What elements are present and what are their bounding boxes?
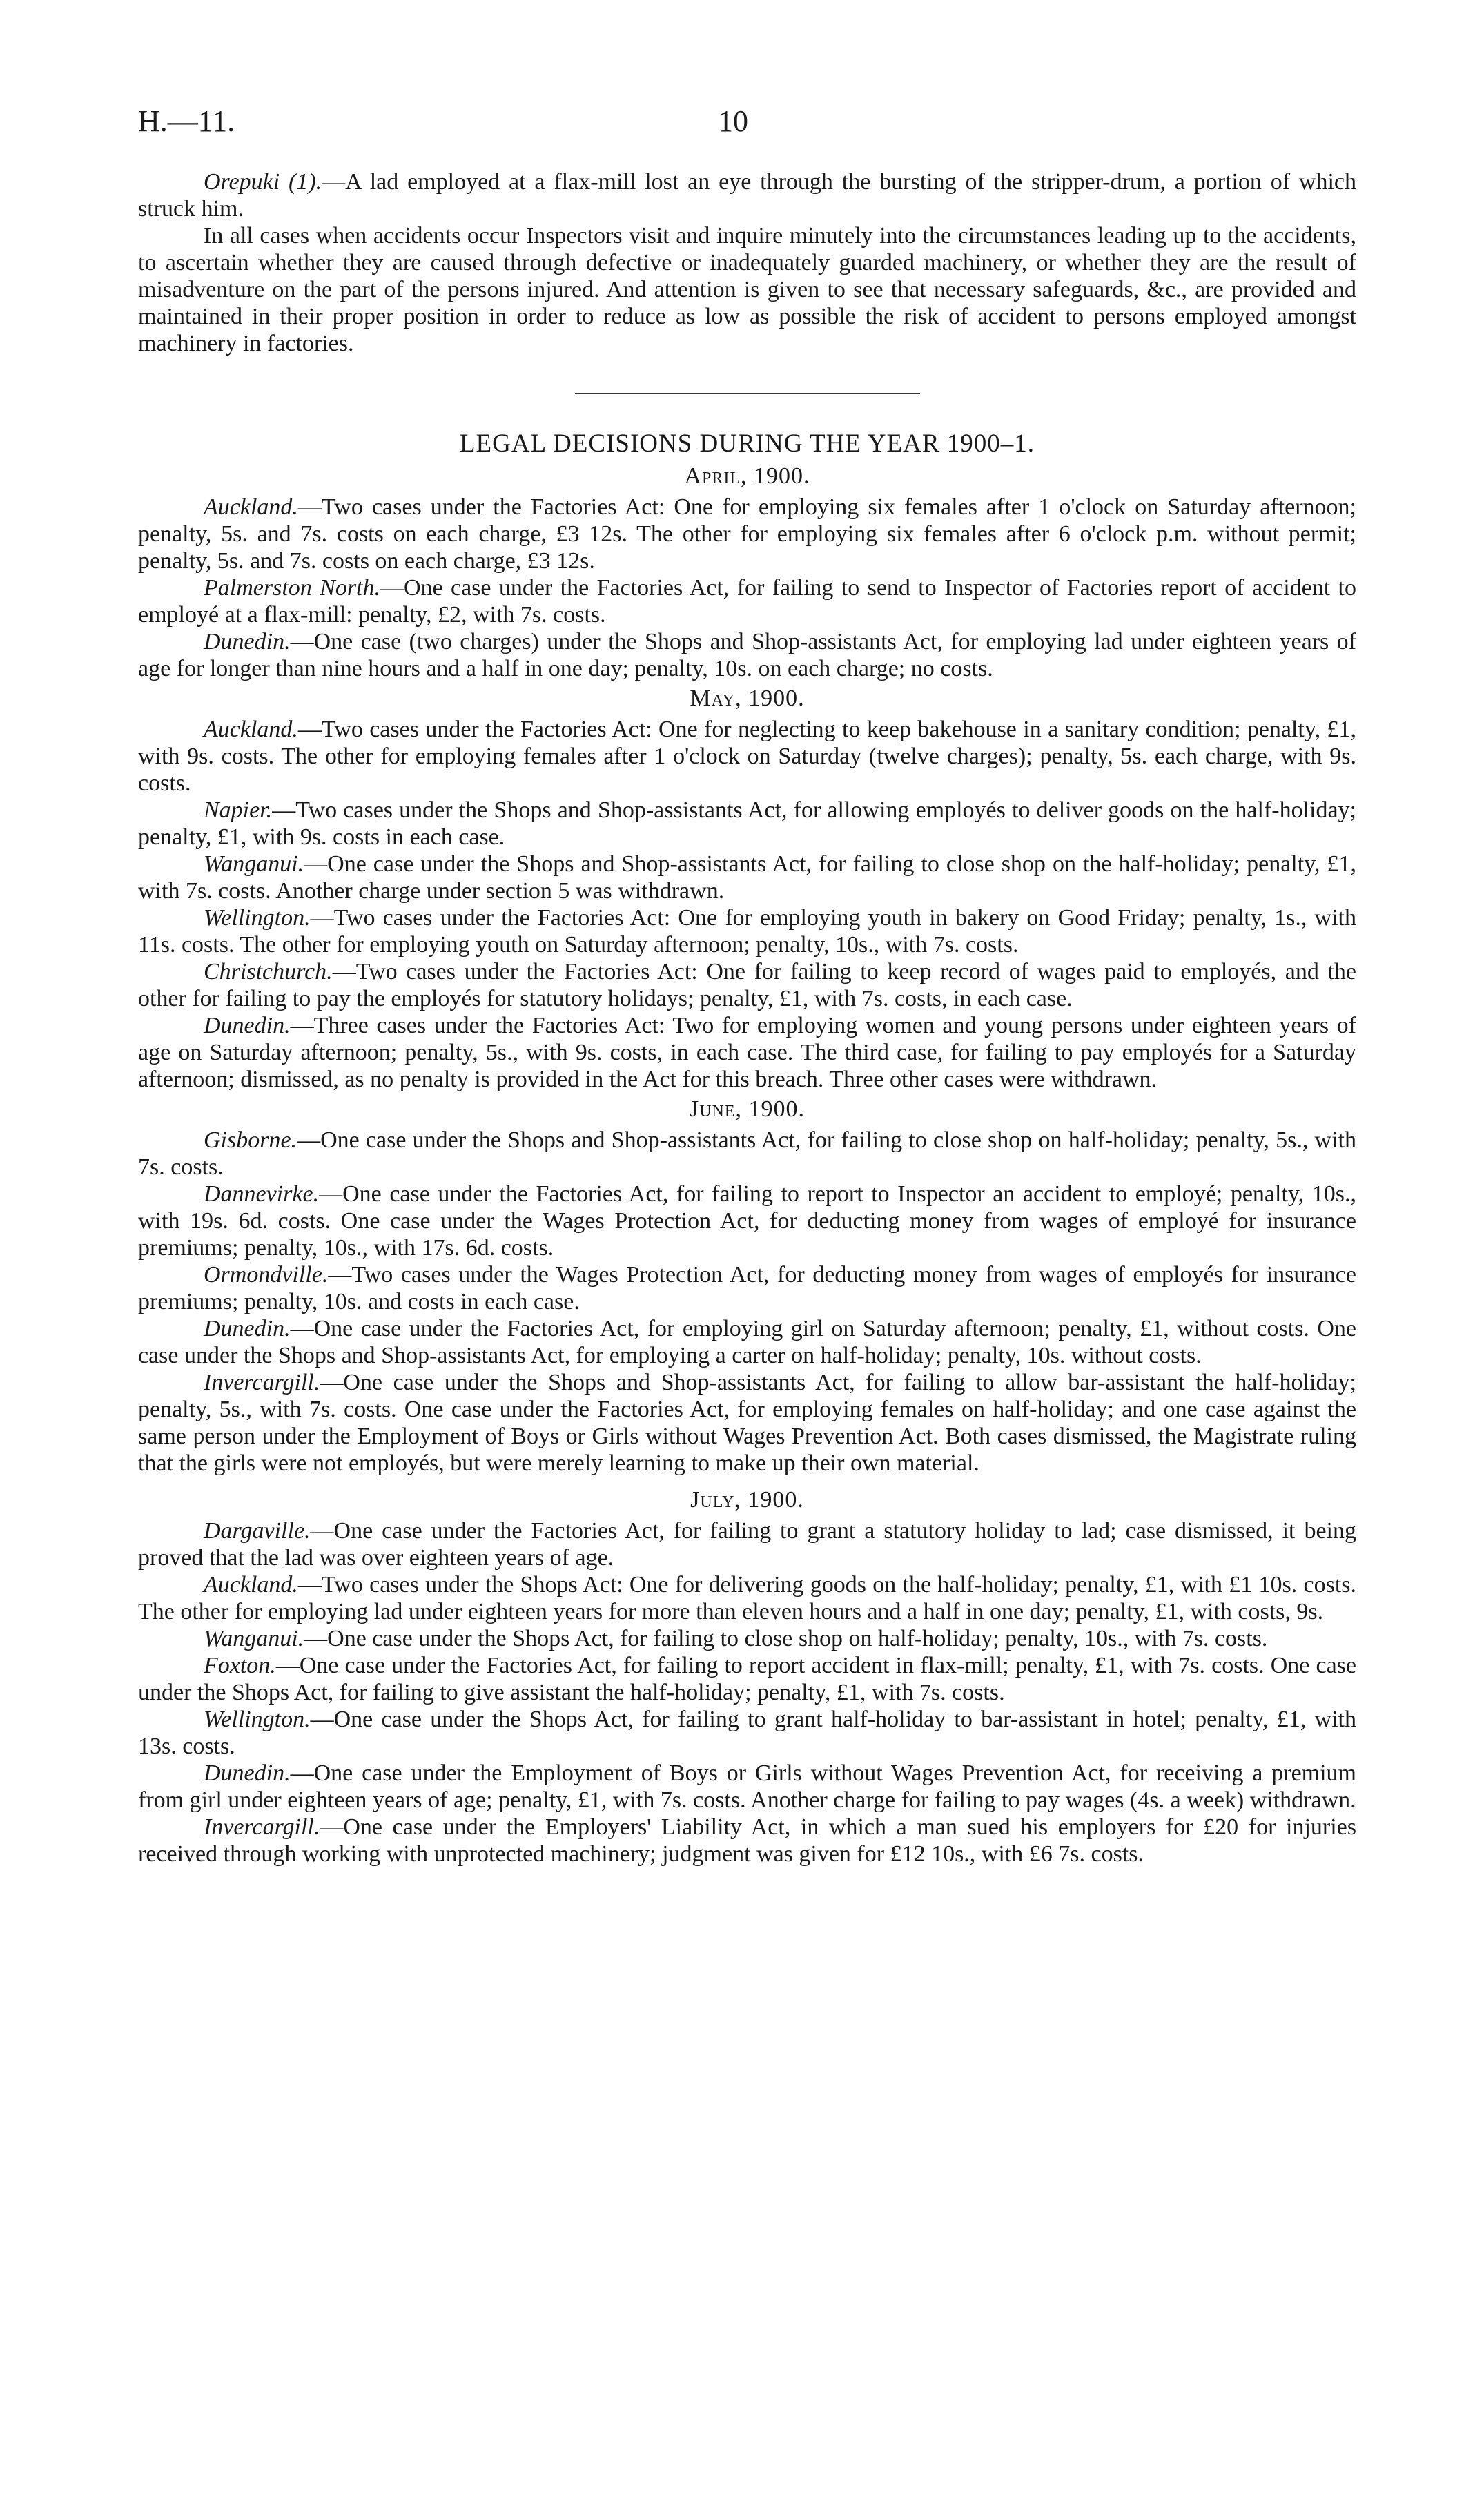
case-text: —One case under the Shops and Shop-assistants Act, for failing to close shop on half-holiday; penalty, 5s., with 7s. costs. (138, 1127, 1356, 1180)
place-name: Ormondville. (204, 1262, 329, 1288)
paragraph (138, 222, 1356, 357)
month-heading: June, 1900. (689, 1096, 806, 1122)
case-text: —One case under the Factories Act, for failing to report accident in flax-mill; penalty, £1, with 7s. costs. One case under the Shops Act, for failing to give assistant the half-holiday; penalty, £1, with 7s. costs. (138, 1653, 1356, 1705)
case-text: —Two cases under the Factories Act: One for employing youth in bakery on Good Friday; penalty, 1s., with 11s. costs. The other for employing youth on Saturday afternoon; penalty, 10s., with 7s. costs. (138, 905, 1356, 958)
place-name: Wellington. (204, 905, 311, 931)
case-entry (138, 1012, 1356, 1093)
case-entry (138, 1571, 1356, 1625)
place-name: Auckland. (204, 717, 298, 742)
month-heading: July, 1900. (690, 1487, 804, 1513)
case-entry (138, 574, 1356, 628)
place-name: Invercargill. (204, 1370, 320, 1395)
place-name: Wanganui. (204, 851, 304, 877)
place-name: Palmerston North. (204, 575, 380, 601)
case-text: —One case under the Employment of Boys or Girls without Wages Prevention Act, for receiving a premium from girl under eighteen years of age; penalty, £1, with 7s. costs. Another charge for failing to pay wages (4s. a week) withdrawn. (138, 1760, 1356, 1813)
month-heading: April, 1900. (684, 463, 810, 489)
case-text: —One case (two charges) under the Shops and Shop-assistants Act, for employing lad under eighteen years of age for longer than nine hours and a half in one day; penalty, 10s. on each charge; no costs. (138, 629, 1356, 681)
place-name: Invercargill. (204, 1814, 320, 1840)
place-name: Dunedin. (204, 1013, 291, 1038)
place-name: Wanganui. (204, 1626, 304, 1651)
divider (575, 393, 920, 394)
paragraph-text: In all cases when accidents occur Inspectors visit and inquire minutely into the circumstances leading up to the accidents, to ascertain whether they are caused through defective or inadequately guarded machinery, or whether they are the result of misadventure on the part of the persons injured. And attention is given to see that necessary safeguards, &c., are provided and maintained in their proper position in order to reduce as low as possible the risk of accident to persons employed amongst machinery in factories. (138, 223, 1356, 356)
case-text: —One case under the Factories Act, for failing to send to Inspector of Factories report of accident to employé at a flax-mill: penalty, £2, with 7s. costs. (138, 575, 1356, 628)
case-text: —Two cases under the Shops and Shop-assistants Act, for allowing employés to deliver goods on the half-holiday; penalty, £1, with 9s. costs in each case. (138, 797, 1356, 850)
place-name: Dunedin. (204, 1760, 291, 1786)
place-name: Dunedin. (204, 629, 291, 654)
case-entry (138, 1369, 1356, 1477)
case-text: —Two cases under the Factories Act: One for neglecting to keep bakehouse in a sanitary condition; penalty, £1, with 9s. costs. The other for employing females after 1 o'clock on Saturday (twelve charges); penalty, 5s. each charge, with 9s. costs. (138, 717, 1356, 796)
case-entry (138, 1760, 1356, 1814)
case-entry (138, 904, 1356, 958)
place-name: Dannevirke. (204, 1181, 320, 1207)
case-text: —One case under the Shops and Shop-assistants Act, for failing to close shop on the half-holiday; penalty, £1, with 7s. costs. Another charge under section 5 was withdrawn. (138, 851, 1356, 904)
case-entry (138, 1315, 1356, 1369)
place-name: Orepuki (1). (204, 169, 322, 195)
case-text: —One case under the Employers' Liability Act, in which a man sued his employers for £20 for injuries received through working with unprotected machinery; judgment was given for £12 10s., with £6 7s. costs. (138, 1814, 1356, 1867)
case-entry (138, 797, 1356, 851)
case-entry (138, 958, 1356, 1012)
case-text: —One case under the Factories Act, for failing to report to Inspector an accident to employé; penalty, 10s., with 19s. 6d. costs. One case under the Wages Protection Act, for deducting money from wages of employé for insurance premiums; penalty, 10s., with 17s. 6d. costs. (138, 1181, 1356, 1261)
place-name: Dargaville. (204, 1518, 311, 1544)
case-text: —Three cases under the Factories Act: Two for employing women and young persons under eighteen years of age on Saturday afternoon; penalty, 5s., with 9s. costs, in each case. The third case, for failing to pay employés for a Saturday afternoon; dismissed, as no penalty is provided in the Act for this breach. Three other cases were withdrawn. (138, 1013, 1356, 1092)
case-entry (138, 1652, 1356, 1706)
case-text: —Two cases under the Shops Act: One for delivering goods on the half-holiday; penalty, £1, with £1 10s. costs. The other for employing lad under eighteen years for more than eleven hours and a half in one day; penalty, £1, with costs, 9s. (138, 1572, 1356, 1624)
case-text: —One case under the Factories Act, for failing to grant a statutory holiday to lad; case dismissed, it being proved that the lad was over eighteen years of age. (138, 1518, 1356, 1571)
month-heading: May, 1900. (690, 686, 805, 711)
case-text: —Two cases under the Factories Act: One for employing six females after 1 o'clock on Saturday afternoon; penalty, 5s. and 7s. costs on each charge, £3 12s. The other for employing six females after 6 o'clock p.m. without permit; penalty, 5s. and 7s. costs on each charge, £3 12s. (138, 494, 1356, 574)
case-entry (138, 1261, 1356, 1315)
case-entry (138, 1625, 1356, 1652)
case-text: —One case under the Shops Act, for failing to close shop on half-holiday; penalty, 10s., with 7s. costs. (304, 1626, 1268, 1651)
page-number: 10 (718, 104, 748, 138)
case-entry (138, 716, 1356, 797)
case-entry (138, 1706, 1356, 1760)
case-entry (138, 1181, 1356, 1261)
place-name: Wellington. (204, 1707, 311, 1732)
page-header (138, 104, 1353, 145)
case-entry (138, 1517, 1356, 1571)
case-entry (138, 628, 1356, 682)
case-text: —One case under the Shops and Shop-assistants Act, for failing to allow bar-assistant the half-holiday; penalty, 5s., with 7s. costs. One case under the Factories Act, for employing females on half-holiday; and one case against the same person under the Employment of Boys or Girls without Wages Prevention Act. Both cases dismissed, the Magistrate ruling that the girls were not employés, but were merely learning to make up their own material. (138, 1370, 1356, 1476)
paragraph-text: —A lad employed at a flax-mill lost an eye through the bursting of the stripper-drum, a portion of which struck him. (138, 169, 1356, 222)
section-title: LEGAL DECISIONS DURING THE YEAR 1900–1. (459, 429, 1035, 458)
case-text: —One case under the Factories Act, for employing girl on Saturday afternoon; penalty, £1, without costs. One case under the Shops and Shop-assistants Act, for employing a carter on half-holiday; penalty, 10s. without costs. (138, 1316, 1356, 1368)
case-text: —Two cases under the Wages Protection Act, for deducting money from wages of employés for insurance premiums; penalty, 10s. and costs in each case. (138, 1262, 1356, 1314)
place-name: Christchurch. (204, 959, 333, 984)
case-entry (138, 494, 1356, 574)
place-name: Auckland. (204, 494, 298, 520)
case-entry (138, 1127, 1356, 1181)
place-name: Gisborne. (204, 1127, 297, 1153)
place-name: Napier. (204, 797, 273, 823)
place-name: Auckland. (204, 1572, 298, 1598)
case-entry (138, 1814, 1356, 1867)
paragraph (138, 168, 1356, 222)
page-id: H.—11. (138, 104, 235, 138)
document-body (138, 168, 1356, 1867)
place-name: Dunedin. (204, 1316, 291, 1341)
case-entry (138, 851, 1356, 904)
case-text: —One case under the Shops Act, for failing to grant half-holiday to bar-assistant in hotel; penalty, £1, with 13s. costs. (138, 1707, 1356, 1759)
case-text: —Two cases under the Factories Act: One for failing to keep record of wages paid to employés, and the other for failing to pay the employés for statutory holidays; penalty, £1, with 7s. costs, in each case. (138, 959, 1356, 1011)
place-name: Foxton. (204, 1653, 276, 1678)
